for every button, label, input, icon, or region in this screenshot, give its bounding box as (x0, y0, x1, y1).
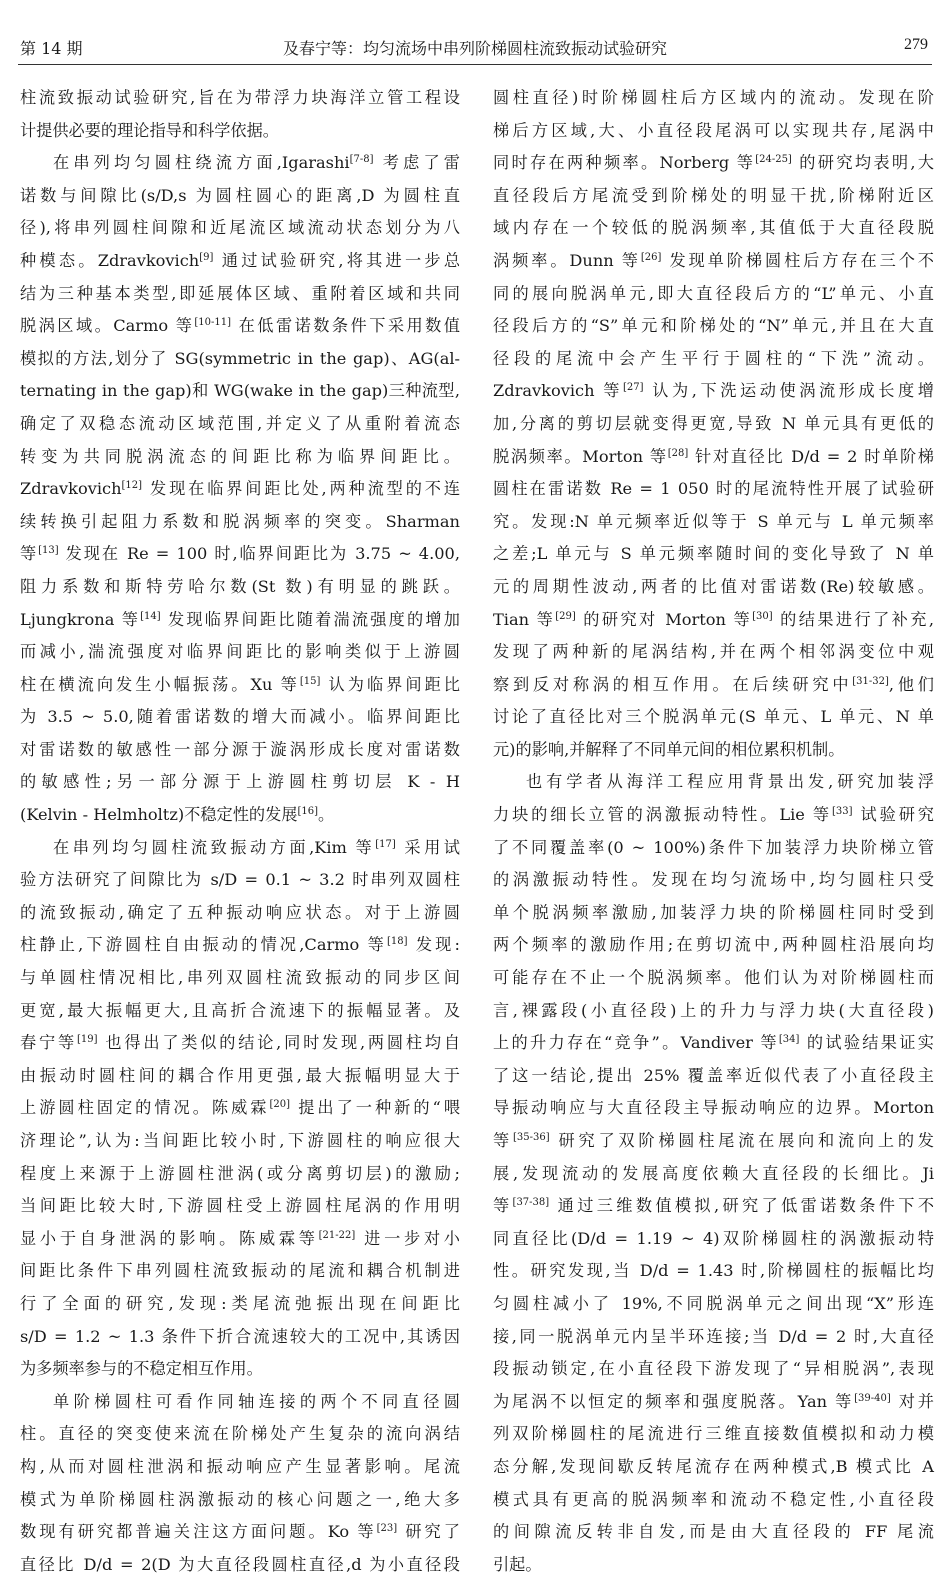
text-line: 圆柱在雷诺数 Re = 1 050 时的尾流特性开展了试验研 (493, 479, 934, 499)
text-line: 更宽,最大振幅更大,且高折合流速下的振幅显著。及 (20, 1000, 460, 1020)
citation-ref: [30] (752, 610, 773, 622)
citation-ref: [33] (831, 806, 853, 818)
text-line: 模式为单阶梯圆柱涡激振动的核心问题之一,绝大多 (20, 1489, 460, 1509)
citation-ref: [35-36] (512, 1132, 550, 1143)
text-line: (Kelvin - Helmholtz)不稳定性的发展[16]。 (20, 805, 335, 825)
citation-ref: [21-22] (318, 1229, 356, 1241)
left-column (20, 82, 460, 1581)
text-line: 对雷诺数的敏感性一部分源于漩涡形成长度对雷诺数 (20, 739, 460, 759)
citation-ref: [26] (640, 251, 662, 263)
running-header (0, 0, 950, 60)
text-line: 态分解,发现间歇反转尾流存在两种模式,B 模式比 A (493, 1456, 934, 1476)
text-line: 上游圆柱固定的情况。陈威霖[20] 提出了一种新的“喂 (20, 1098, 461, 1118)
citation-ref: [28] (667, 447, 689, 459)
text-line: 等[13] 发现在 Re = 100 时,临界间距比为 3.75 ~ 4.00, (20, 544, 460, 564)
text-line: 春宁等[19] 也得出了类似的结论,同时发现,两圆柱均自 (20, 1033, 461, 1053)
text-line: 段振动锁定,在小直径段下游发现了“异相脱涡”,表现 (493, 1359, 934, 1379)
text-line: 由振动时圆柱间的耦合作用更强,最大振幅明显大于 (20, 1065, 460, 1085)
text-line: Ljungkrona 等[14] 发现临界间距比随着湍流强度的增加 (20, 609, 460, 629)
text-line: 单个脱涡频率激励,加装浮力块的阶梯圆柱同时受到 (493, 902, 934, 922)
text-line: 的敏感性;另一部分源于上游圆柱剪切层 K - H (20, 772, 460, 792)
citation-ref: [9] (199, 251, 214, 263)
text-line: 与单圆柱情况相比,串列双圆柱流致振动的同步区间 (20, 968, 460, 988)
text-line: 同的展向脱涡单元,即大直径段后方的“L”单元、小直 (493, 283, 934, 303)
text-line: Zdravkovich 等[27] 认为,下洗运动使涡流形成长度增 (493, 381, 934, 401)
text-line: 了这一结论,提出 25% 覆盖率近似代表了小直径段主 (493, 1065, 934, 1085)
right-column (493, 82, 934, 1581)
text-line: 同直径比(D/d = 1.19 ~ 4)双阶梯圆柱的涡激振动特 (493, 1228, 934, 1248)
text-line: 续转换引起阻力系数和脱涡频率的突变。Sharman (20, 511, 460, 531)
text-line: 间距比条件下串列圆柱流致振动的尾流和耦合机制进 (20, 1261, 460, 1281)
text-line: 直径段后方尾流受到阶梯处的明显干扰,阶梯附近区 (493, 185, 934, 205)
text-line: 诺数与间隙比(s/D,s 为圆柱圆心的距离,D 为圆柱直 (20, 185, 460, 205)
text-line: 上的升力存在“竞争”。Vandiver 等[34] 的试验结果证实 (493, 1033, 934, 1053)
text-line: 为多频率参与的不稳定相互作用。 (20, 1359, 263, 1379)
text-line: 种模态。Zdravkovich[9] 通过试验研究,将其进一步总 (20, 250, 461, 270)
text-line: 发现了两种新的尾涡结构,并在两个相邻涡变位中观 (493, 642, 934, 662)
text-line: 引起。 (493, 1554, 542, 1574)
text-line: 单阶梯圆柱可看作同轴连接的两个不同直径圆 (53, 1391, 460, 1411)
text-line: 确定了双稳态流动区域范围,并定义了从重附着流态 (20, 413, 460, 433)
citation-ref: [16] (297, 806, 319, 818)
text-line: 展,发现流动的发展高度依赖大直径段的长细比。Ji (493, 1163, 934, 1183)
citation-ref: [13] (38, 545, 59, 557)
text-line: 接,同一脱涡单元内呈半环连接;当 D/d = 2 时,大直径 (493, 1326, 934, 1346)
header-rule (18, 64, 932, 65)
text-line: 察到反对称涡的相互作用。在后续研究中[31-32],他们 (493, 674, 934, 694)
text-line: 梯后方区域,大、小直径段尾涡可以实现共存,尾涡中 (493, 120, 934, 140)
text-line: 究。发现:N 单元频率近似等于 S 单元与 L 单元频率 (493, 511, 934, 531)
citation-ref: [31-32] (852, 675, 889, 687)
text-line: 同时存在两种频率。Norberg 等[24-25] 的研究均表明,大 (493, 153, 934, 173)
text-line: 的涡激振动特性。发现在均匀流场中,均匀圆柱只受 (493, 870, 934, 890)
text-line: 径),将串列圆柱间隙和近尾流区域流动状态划分为八 (20, 218, 460, 238)
text-line: 直径比 D/d = 2(D 为大直径段圆柱直径,d 为小直径段 (20, 1554, 460, 1574)
text-line: 圆柱直径)时阶梯圆柱后方区域内的流动。发现在阶 (493, 88, 934, 107)
text-line: Zdravkovich[12] 发现在临界间距比处,两种流型的不连 (20, 479, 460, 499)
citation-ref: [10-11] (194, 317, 232, 329)
text-line: 构,从而对圆柱泄涡和振动响应产生显著影响。尾流 (20, 1456, 460, 1476)
citation-ref: [37-38] (512, 1197, 550, 1209)
text-line: 结为三种基本类型,即延展体区域、重附着区域和共同 (20, 283, 460, 303)
text-line: 行了全面的研究,发现:类尾流弛振出现在间距比 (20, 1293, 460, 1313)
citation-ref: [34] (778, 1034, 800, 1046)
citation-ref: [29] (555, 610, 576, 622)
text-line: 列双阶梯圆柱的尾流进行三维直接数值模拟和动力模 (493, 1424, 934, 1444)
text-line: 在串列均匀圆柱绕流方面,Igarashi[7-8] 考虑了雷 (53, 153, 460, 173)
citation-ref: [20] (269, 1099, 291, 1111)
text-line: 等[35-36] 研究了双阶梯圆柱尾流在展向和流向上的发 (493, 1131, 934, 1150)
citation-ref: [15] (299, 675, 321, 687)
text-line: 域内存在一个较低的脱涡频率,其值低于大直径段脱 (493, 218, 934, 238)
running-title: 及春宁等：均匀流场中串列阶梯圆柱流致振动试验研究 (282, 39, 668, 58)
text-line: 柱流致振动试验研究,旨在为带浮力块海洋立管工程设 (20, 88, 460, 107)
text-line: 数现有研究都普遍关注这方面问题。Ko 等[23] 研究了 (20, 1522, 460, 1542)
text-line: Tian 等[29] 的研究对 Morton 等[30] 的结果进行了补充, (493, 609, 935, 629)
text-line: 而减小,湍流强度对临界间距比的影响类似于上游圆 (20, 642, 460, 662)
text-line: 可能存在不止一个脱涡频率。他们认为对阶梯圆柱而 (493, 968, 934, 988)
text-line: 显小于自身泄涡的影响。陈威霖等[21-22] 进一步对小 (20, 1228, 460, 1248)
text-line: s/D = 1.2 ~ 1.3 条件下折合流速较大的工况中,其诱因 (20, 1326, 460, 1346)
text-line: 验方法研究了间隙比为 s/D = 0.1 ~ 3.2 时串列双圆柱 (20, 870, 460, 890)
citation-ref: [19] (76, 1034, 98, 1046)
citation-ref: [14] (140, 610, 161, 622)
text-line: 柱在横流向发生小幅振荡。Xu 等[15] 认为临界间距比 (20, 674, 460, 694)
text-line: 等[37-38] 通过三维数值模拟,研究了低雷诺数条件下不 (493, 1196, 935, 1216)
page-number: 279 (904, 36, 928, 53)
text-line: 为 3.5 ~ 5.0,随着雷诺数的增大而减小。临界间距比 (20, 707, 460, 727)
text-line: 济理论”,认为:当间距比较小时,下游圆柱的响应很大 (20, 1131, 460, 1150)
text-line: 匀圆柱减小了 19%,不同脱涡单元之间出现“X”形连 (493, 1293, 934, 1313)
issue-number: 第 14 期 (20, 39, 83, 58)
text-line: 脱涡频率。Morton 等[28] 针对直径比 D/d = 2 时单阶梯 (493, 446, 934, 466)
text-line: 元的周期性波动,两者的比值对雷诺数(Re)较敏感。 (493, 576, 934, 596)
text-line: 之差;L 单元与 S 单元频率随时间的变化导致了 N 单 (493, 544, 934, 564)
text-line: 模拟的方法,划分了 SG(symmetric in the gap)、AG(al- (20, 348, 460, 368)
text-line: 柱。直径的突变使来流在阶梯处产生复杂的流向涡结 (20, 1424, 460, 1444)
text-line: 也有学者从海洋工程应用背景出发,研究加装浮 (526, 772, 934, 792)
text-line: 力块的细长立管的涡激振动特性。Lie 等[33] 试验研究 (493, 805, 934, 825)
citation-ref: [27] (623, 382, 644, 394)
text-line: 转变为共同脱涡流态的间距比称为临界间距比。 (20, 446, 460, 466)
text-line: 程度上来源于上游圆柱泄涡(或分离剪切层)的激励; (20, 1163, 460, 1183)
citation-ref: [23] (376, 1523, 398, 1535)
text-line: 径段的尾流中会产生平行于圆柱的“下洗”流动。 (493, 348, 934, 368)
text-line: 为尾涡不以恒定的频率和强度脱落。Yan 等[39-40] 对并 (493, 1391, 934, 1411)
text-line: 性。研究发现,当 D/d = 1.43 时,阶梯圆柱的振幅比均 (493, 1261, 934, 1281)
text-line: 涡频率。Dunn 等[26] 发现单阶梯圆柱后方存在三个不 (493, 250, 934, 270)
text-line: 柱静止,下游圆柱自由振动的情况,Carmo 等[18] 发现: (20, 935, 460, 955)
text-line: 模式具有更高的脱涡频率和流动不稳定性,小直径段 (493, 1489, 934, 1509)
text-line: 脱涡区域。Carmo 等[10-11] 在低雷诺数条件下采用数值 (20, 316, 460, 336)
text-line: 计提供必要的理论指导和科学依据。 (20, 120, 279, 140)
text-line: ternating in the gap)和 WG(wake in the gap)三种流型, (20, 381, 460, 401)
text-line: 在串列均匀圆柱流致振动方面,Kim 等[17] 采用试 (53, 837, 460, 857)
text-line: 讨论了直径比对三个脱涡单元(S 单元、L 单元、N 单 (493, 707, 934, 727)
text-line: 导振动响应与大直径段主导振动响应的边界。Morton (493, 1098, 934, 1118)
text-line: 了不同覆盖率(0 ~ 100%)条件下加装浮力块阶梯立管 (493, 837, 934, 857)
text-line: 两个频率的激励作用;在剪切流中,两种圆柱沿展向均 (493, 935, 934, 955)
citation-ref: [7-8] (349, 154, 374, 166)
text-line: 的流致振动,确定了五种振动响应状态。对于上游圆 (20, 902, 460, 922)
citation-ref: [18] (386, 936, 408, 948)
text-line: 言,裸露段(小直径段)上的升力与浮力块(大直径段) (493, 1000, 934, 1020)
text-line: 阻力系数和斯特劳哈尔数(St 数)有明显的跳跃。 (20, 576, 460, 596)
citation-ref: [39-40] (854, 1392, 891, 1404)
text-line: 径段后方的“S”单元和阶梯处的“N”单元,并且在大直 (493, 316, 934, 336)
citation-ref: [12] (121, 480, 143, 492)
text-line: 元)的影响,并解释了不同单元间的相位累积机制。 (493, 739, 845, 759)
text-line: 加,分离的剪切层就变得更宽,导致 N 单元具有更低的 (493, 413, 934, 433)
text-line: 当间距比较大时,下游圆柱受上游圆柱尾涡的作用明 (20, 1196, 460, 1216)
citation-ref: [24-25] (755, 154, 792, 166)
text-line: 的间隙流反转非自发,而是由大直径段的 FF 尾流 (493, 1522, 934, 1542)
citation-ref: [17] (375, 838, 396, 850)
